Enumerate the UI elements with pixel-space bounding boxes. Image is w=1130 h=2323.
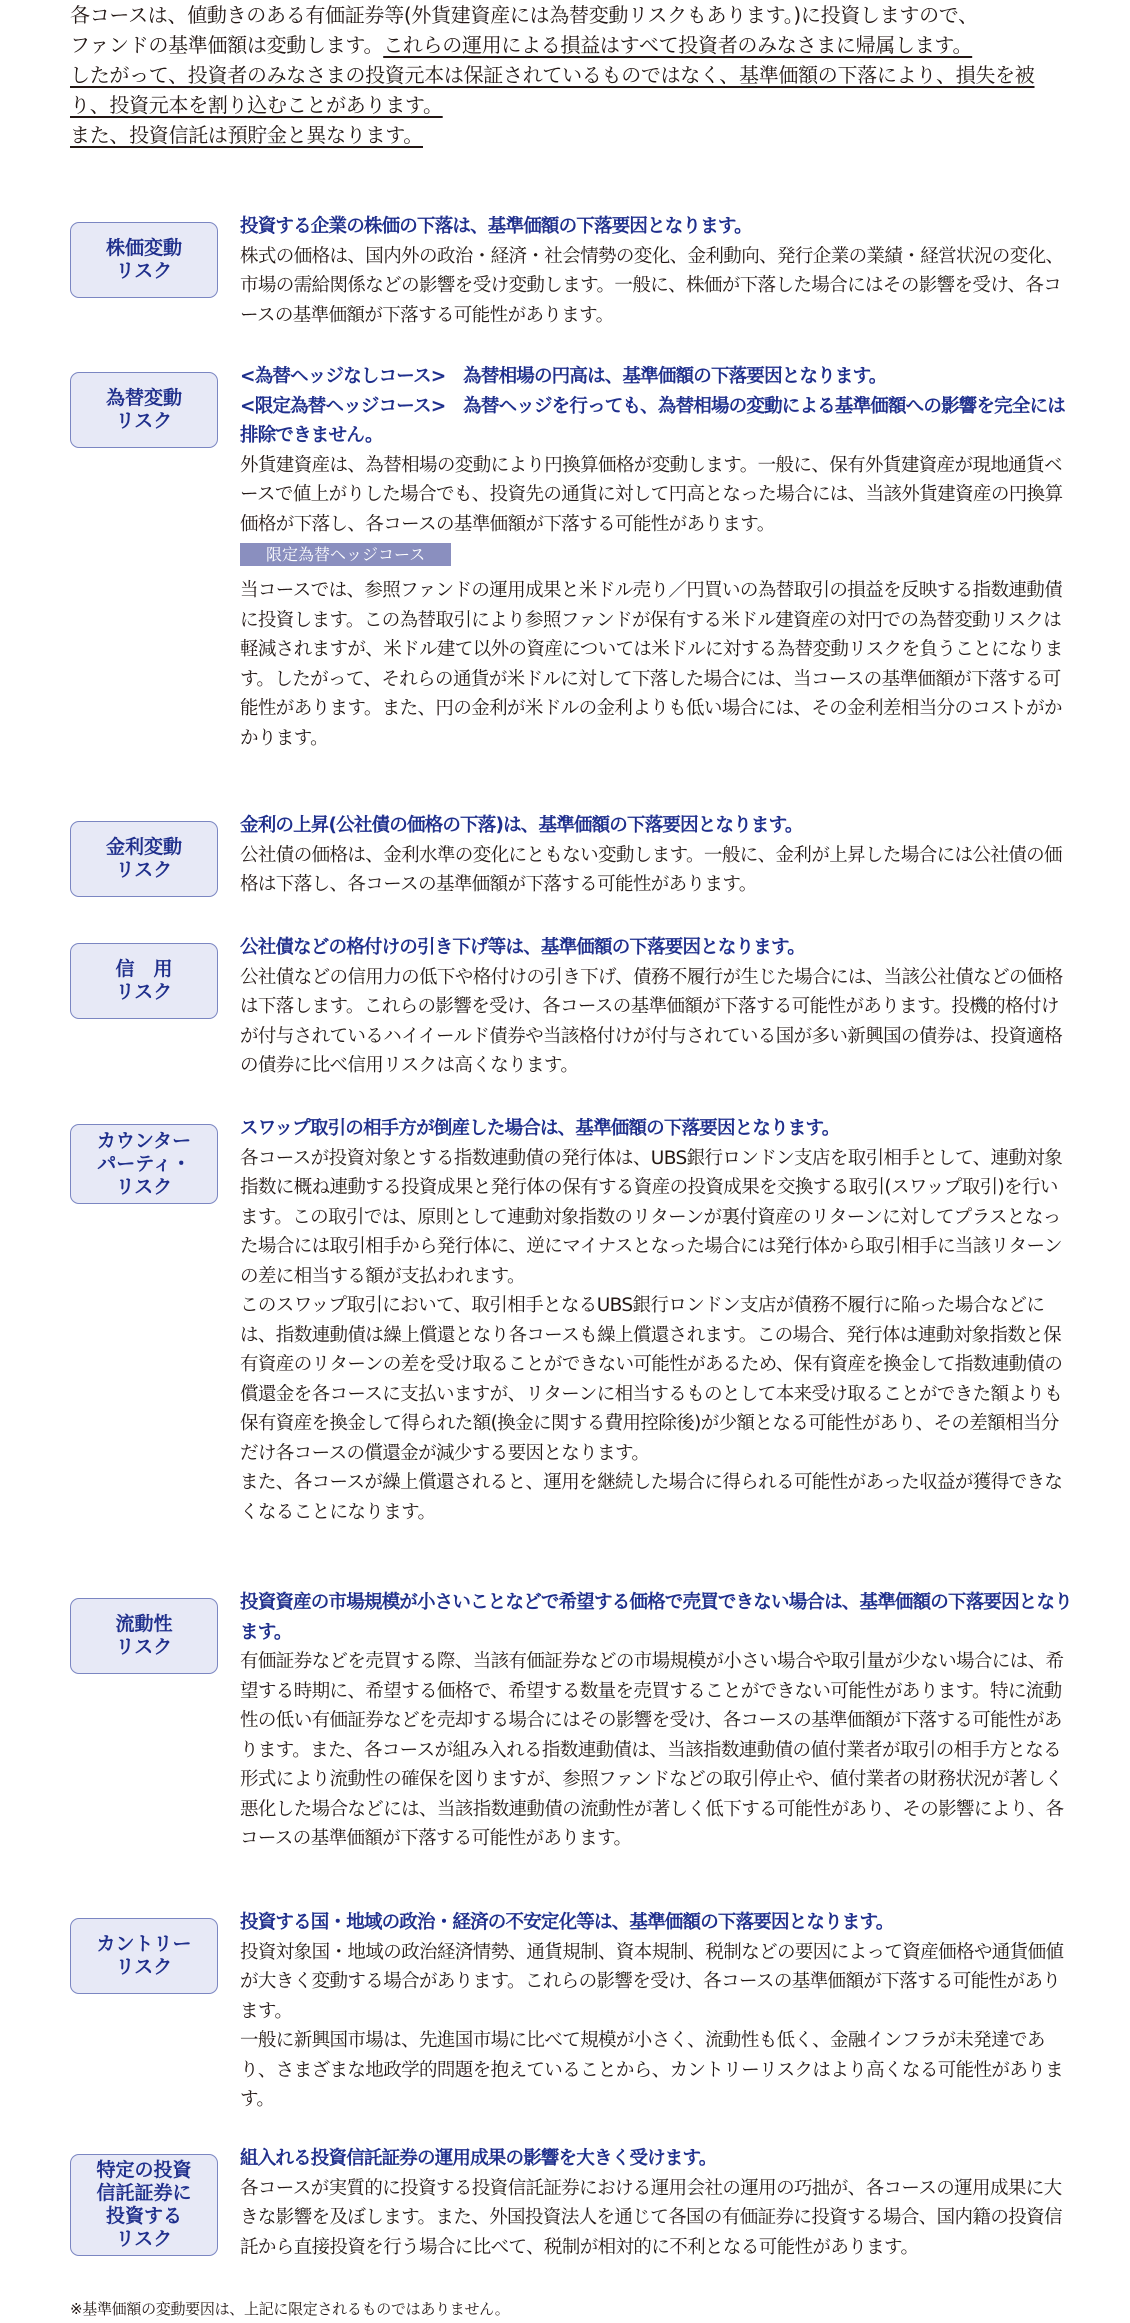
risk-content: [240, 1588, 1072, 1854]
limited-hedge-course-tag: 限定為替ヘッジコース: [240, 543, 451, 566]
risk-heading: 投資する企業の株価の下落は、基準価額の下落要因となります。: [240, 216, 752, 237]
risk-heading: 公社債などの格付けの引き下げ等は、基準価額の下落要因となります。: [240, 937, 805, 958]
risk-heading: 金利の上昇(公社債の価格の下落)は、基準価額の下落要因となります。: [240, 815, 803, 836]
intro-text: [70, 0, 1070, 150]
intro-line-4: また、投資信託は預貯金と異なります。: [70, 123, 423, 147]
risk-heading-2: <限定為替ヘッジコース> 為替ヘッジを行っても、為替相場の変動による基準価額への影響を完全には排除できません。: [240, 395, 1065, 446]
risk-badge: 株価変動 リスク: [70, 222, 218, 298]
risk-content: [240, 362, 1072, 753]
risk-badge: 信 用 リスク: [70, 943, 218, 1019]
risk-content: [240, 212, 1072, 330]
risk-body: 公社債の価格は、金利水準の変化にともない変動します。一般に、金利が上昇した場合には公社債の価格は下落し、各コースの基準価額が下落する可能性があります。: [240, 844, 1062, 895]
risk-badge: 流動性 リスク: [70, 1598, 218, 1674]
risk-content: [240, 1908, 1072, 2115]
risk-heading: 組入れる投資信託証券の運用成果の影響を大きく受けます。: [240, 2148, 717, 2169]
risk-heading: スワップ取引の相手方が倒産した場合は、基準価額の下落要因となります。: [240, 1118, 840, 1139]
risk-heading: 投資する国・地域の政治・経済の不安定化等は、基準価額の下落要因となります。: [240, 1912, 894, 1933]
risk-content: [240, 1114, 1072, 1527]
risk-badge: 金利変動 リスク: [70, 821, 218, 897]
risk-body-2: 一般に新興国市場は、先進国市場に比べて規模が小さく、流動性も低く、金融インフラが未発達であり、さまざまな地政学的問題を抱えていることから、カントリーリスクはより高くなる可能性があります。: [240, 2030, 1064, 2110]
risk-body: 各コースが実質的に投資する投資信託証券における運用会社の運用の巧拙が、各コースの運用成果に大きな影響を及ぼします。また、外国投資法人を通じて各国の有価証券に投資する場合、国内籍の投資信託から直接投資を行う場合に比べて、税制が相対的に不利となる可能性があります。: [240, 2177, 1062, 2258]
risk-badge: 為替変動 リスク: [70, 372, 218, 448]
risk-body-2: このスワップ取引において、取引相手となるUBS銀行ロンドン支店が債務不履行に陥った場合などには、指数連動債は繰上償還となり各コースも繰上償還されます。この場合、発行体は連動対象指数と保有資産のリターンの差を受け取ることができない可能性があるため、保有資産を換金して指数連動債の償還金を各コースに支払いますが、リターンに相当するものとして本来受け取ることができた額よりも保有資産を換金して得られた額(換金に関する費用控除後)が少額となる可能性があり、その差額相当分だけ各コースの償還金が減少する要因となります。: [240, 1295, 1063, 1464]
risk-body: 有価証券などを売買する際、当該有価証券などの市場規模が小さい場合や取引量が少ない場合には、希望する時期に、希望する価格で、希望する数量を売買することができない可能性があります。特に流動性の低い有価証券などを売却する場合にはその影響を受け、各コースの基準価額が下落する可能性があります。また、各コースが組み入れる指数連動債は、当該指数連動債の値付業者が取引の相手方となる形式により流動性の確保を図りますが、参照ファンドなどの取引停止や、値付業者の財務状況が著しく悪化した場合などには、当該指数連動債の流動性が著しく低下する可能性があり、その影響により、各コースの基準価額が下落する可能性があります。: [240, 1651, 1064, 1849]
intro-line-1: 各コースは、値動きのある有価証券等(外貨建資産には為替変動リスクもあります。)に投資しますので、: [70, 3, 978, 27]
risk-badge: カントリー リスク: [70, 1918, 218, 1994]
risk-content: [240, 2144, 1072, 2262]
risk-badge: 特定の投資 信託証券に 投資する リスク: [70, 2154, 218, 2256]
risk-content: [240, 811, 1072, 900]
risk-badge: カウンター パーティ・ リスク: [70, 1124, 218, 1204]
risk-body-3: また、各コースが繰上償還されると、運用を継続した場合に得られる可能性があった収益が獲得できなくなることになります。: [240, 1472, 1063, 1523]
risk-body: 各コースが投資対象とする指数連動債の発行体は、UBS銀行ロンドン支店を取引相手として、連動対象指数に概ね連動する投資成果と発行体の保有する資産の投資成果を交換する取引(スワップ取引)を行います。この取引では、原則として連動対象指数のリターンが裏付資産のリターンに対してプラスとなった場合には取引相手から発行体に、逆にマイナスとなった場合には発行体から取引相手に当該リターンの差に相当する額が支払われます。: [240, 1147, 1063, 1287]
risk-heading: 投資資産の市場規模が小さいことなどで希望する価格で売買できない場合は、基準価額の下落要因となります。: [240, 1592, 1072, 1643]
risk-body: 外貨建資産は、為替相場の変動により円換算価格が変動します。一般に、保有外貨建資産が現地通貨ベースで値上がりした場合でも、投資先の通貨に対して円高となった場合には、当該外貨建資産の円換算価格が下落し、各コースの基準価額が下落する可能性があります。: [240, 454, 1063, 535]
intro-line-3: したがって、投資者のみなさまの投資元本は保証されているものではなく、基準価額の下落により、損失を被り、投資元本を割り込むことがあります。: [70, 63, 1035, 117]
risk-body-2: 当コースでは、参照ファンドの運用成果と米ドル売り／円買いの為替取引の損益を反映する指数連動債に投資します。この為替取引により参照ファンドが保有する米ドル建資産の対円での為替変動リスクは軽減されますが、米ドル建て以外の資産については米ドルに対する為替変動リスクを負うことになります。したがって、それらの通貨が米ドルに対して下落した場合には、当コースの基準価額が下落する可能性があります。また、円の金利が米ドルの金利よりも低い場合には、その金利差相当分のコストがかかります。: [240, 580, 1063, 749]
risk-body: 公社債などの信用力の低下や格付けの引き下げ、債務不履行が生じた場合には、当該公社債などの価格は下落します。これらの影響を受け、各コースの基準価額が下落する可能性があります。投機的格付けが付与されているハイイールド債券や当該格付けが付与されている国が多い新興国の債券は、投資適格の債券に比べ信用リスクは高くなります。: [240, 966, 1063, 1076]
risk-body: 投資対象国・地域の政治経済情勢、通貨規制、資本規制、税制などの要因によって資産価格や通貨価値が大きく変動する場合があります。これらの影響を受け、各コースの基準価額が下落する可能性があります。: [240, 1941, 1064, 2022]
intro-line-2b: これらの運用による損益はすべて投資者のみなさまに帰属します。: [383, 33, 973, 57]
risk-content: [240, 933, 1072, 1081]
risk-heading-1: <為替ヘッジなしコース> 為替相場の円高は、基準価額の下落要因となります。: [240, 366, 887, 387]
footnote: ※基準価額の変動要因は、上記に限定されるものではありません。: [70, 2300, 510, 2318]
intro-line-2a: ファンドの基準価額は変動します。: [70, 33, 384, 57]
risk-body: 株式の価格は、国内外の政治・経済・社会情勢の変化、金利動向、発行企業の業績・経営状況の変化、市場の需給関係などの影響を受け変動します。一般に、株価が下落した場合にはその影響を受け、各コースの基準価額が下落する可能性があります。: [240, 245, 1064, 326]
